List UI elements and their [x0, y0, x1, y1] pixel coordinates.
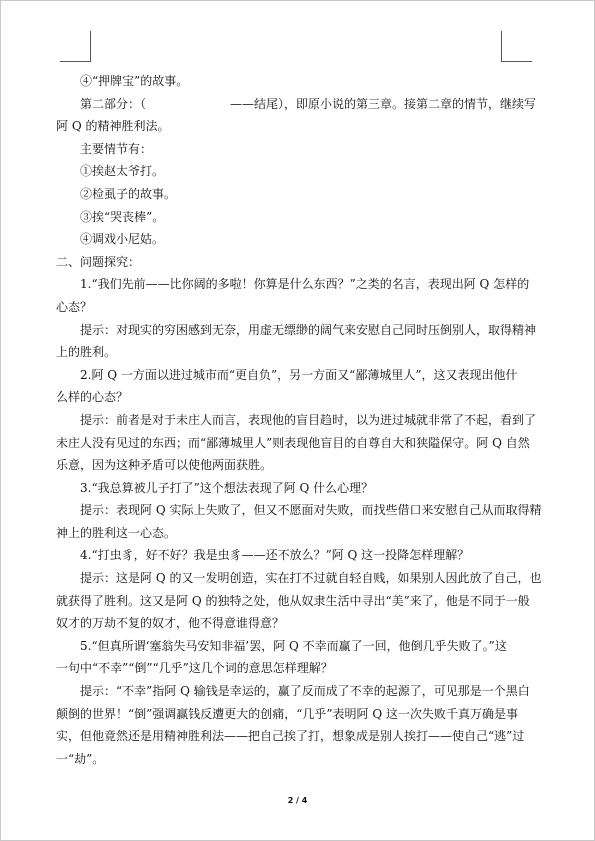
text-line: 一“劫”。 — [56, 751, 105, 766]
hint-line: 提示：对现实的穷困感到无奈，用虚无缥缈的阔气来安慰自己同时压倒别人，取得精神 — [80, 322, 537, 337]
question-line: 2.阿 Q 一方面以进过城市而“更自负”，另一方面又“鄙薄城里人”，这又表现出他什 — [80, 367, 518, 382]
text-line: ②检虱子的故事。 — [80, 186, 177, 201]
text-line: 颠倒的世界！“倒”强调赢钱反遭更大的创痛，“几乎”表明阿 Q 这一次失败千真万确是事 — [56, 706, 519, 721]
hint-line: 提示：前者是对于未庄人而言，表现他的盲目趋时，以为进过城就非常了不起，看到了 — [80, 412, 537, 427]
crop-mark-top-right — [501, 31, 532, 62]
hint-line: 提示：这是阿 Q 的又一发明创造，实在打不过就自轻自贱，如果别人因此放了自己，也 — [80, 571, 542, 586]
text-line: 阿 Q 的精神胜利法。 — [56, 119, 170, 134]
text-line: 奴才的万劫不复的奴才，他不得意谁得意？ — [56, 616, 285, 631]
text-line: ①挨赵太爷打。 — [80, 164, 165, 179]
text-line: 神上的胜利这一心态。 — [56, 525, 177, 540]
text-line: 第二部分：（ ——结尾），即原小说的第三章。接第二章的情节，继续写 — [80, 96, 537, 111]
document-body — [56, 70, 543, 770]
crop-mark-top-left — [60, 31, 91, 62]
question-line: 3.“我总算被儿子打了”这个想法表现了阿 Q 什么心理？ — [80, 480, 374, 495]
text-line: 就获得了胜利。这又是阿 Q 的独特之处，他从奴隶生活中寻出“美”来了，他是不同于一般 — [56, 593, 530, 608]
text-line: 心态？ — [56, 299, 93, 314]
hint-line: 提示：“不幸”指阿 Q 输钱是幸运的，赢了反而成了不幸的起源了，可见那是一个黑白 — [80, 684, 530, 699]
question-line: 4.“打虫豸，好不好？我是虫豸——还不放么？”阿 Q 这一投降怎样理解？ — [80, 548, 470, 563]
text-line: 主要情节有： — [80, 141, 153, 156]
text-line: 未庄人没有见过的东西；而“鄙薄城里人”则表现他盲目的自尊自大和狭隘保守。阿 Q 自然 — [56, 435, 530, 450]
text-line: ③挨“哭丧棒”。 — [80, 209, 165, 224]
text-line: 一句中“不幸”“倒”“几乎”这几个词的意思怎样理解？ — [56, 661, 333, 676]
hint-line: 提示：表现阿 Q 实际上失败了，但又不愿面对失败，而找些借口来安慰自己从而取得精 — [80, 503, 542, 518]
text-line: 上的胜利。 — [56, 345, 117, 360]
text-line: 实，但他竟然还是用精神胜利法——把自己挨了打，想象成是别人挨打——使自己“逃”过 — [56, 729, 525, 744]
text-line: ④调戏小尼姑。 — [80, 232, 165, 247]
text-line: ④“押牌宝”的故事。 — [80, 74, 189, 88]
text-line: 乐意，因为这种矛盾可以使他两面获胜。 — [56, 458, 273, 473]
question-line: 1.“我们先前——比你阔的多啦！你算是什么东西？”之类的名言，表现出阿 Q 怎样的 — [80, 277, 530, 292]
page-number: 2 / 4 — [287, 796, 308, 805]
section-heading: 二、问题探究： — [56, 254, 141, 269]
question-line: 5.“但真所谓‘塞翁失马安知非福’罢，阿 Q 不幸而赢了一回，他倒几乎失败了。”这 — [80, 638, 507, 653]
text-line: 么样的心态？ — [56, 390, 129, 405]
